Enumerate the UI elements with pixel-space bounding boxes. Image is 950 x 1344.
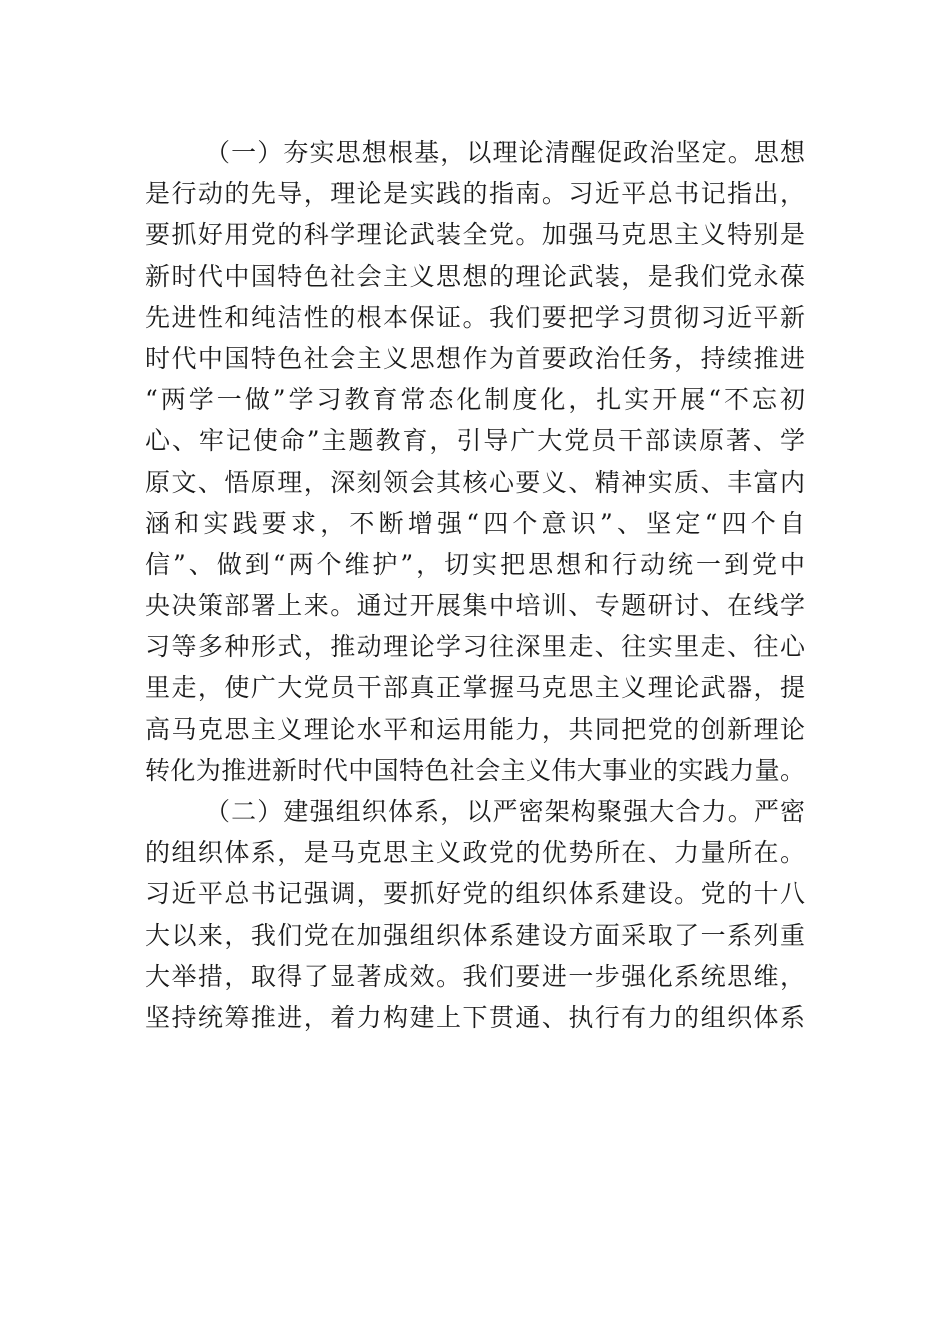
- paragraph-line: 转化为推进新时代中国特色社会主义伟大事业的实践力量。: [145, 755, 805, 785]
- paragraph-1: [145, 132, 805, 791]
- paragraph-line: 习等多种形式，推动理论学习往深里走、往实里走、往心: [145, 632, 805, 662]
- paragraph-line: 高马克思主义理论水平和运用能力，共同把党的创新理论: [145, 714, 805, 744]
- paragraph-line: （二）建强组织体系，以严密架构聚强大合力。严密: [205, 797, 805, 826]
- paragraph-line: 的组织体系，是马克思主义政党的优势所在、力量所在。: [145, 838, 805, 868]
- paragraph-line: （一）夯实思想根基，以理论清醒促政治坚定。思想: [205, 138, 805, 167]
- paragraph-line: 央决策部署上来。通过开展集中培训、专题研讨、在线学: [145, 591, 805, 621]
- paragraph-line: 涵和实践要求，不断增强“四个意识”、坚定“四个自: [145, 508, 805, 538]
- paragraph-line: 新时代中国特色社会主义思想的理论武装，是我们党永葆: [145, 261, 805, 291]
- paragraph-line: 大举措，取得了显著成效。我们要进一步强化系统思维，: [145, 961, 805, 991]
- paragraph-2: [145, 791, 805, 1038]
- paragraph-line: 要抓好用党的科学理论武装全党。加强马克思主义特别是: [145, 220, 805, 250]
- paragraph-line: 习近平总书记强调，要抓好党的组织体系建设。党的十八: [145, 879, 805, 909]
- document-body: [145, 132, 805, 1038]
- paragraph-line: 心、牢记使命”主题教育，引导广大党员干部读原著、学: [145, 426, 805, 456]
- paragraph-line: 原文、悟原理，深刻领会其核心要义、精神实质、丰富内: [145, 467, 805, 497]
- paragraph-line: 大以来，我们党在加强组织体系建设方面采取了一系列重: [145, 920, 805, 950]
- paragraph-line: 里走，使广大党员干部真正掌握马克思主义理论武器，提: [145, 673, 805, 703]
- paragraph-line: 先进性和纯洁性的根本保证。我们要把学习贯彻习近平新: [145, 302, 805, 332]
- paragraph-line: “两学一做”学习教育常态化制度化，扎实开展“不忘初: [145, 385, 805, 415]
- paragraph-line: 信”、做到“两个维护”，切实把思想和行动统一到党中: [145, 549, 805, 579]
- paragraph-line: 坚持统筹推进，着力构建上下贯通、执行有力的组织体系: [145, 1002, 805, 1032]
- paragraph-line: 时代中国特色社会主义思想作为首要政治任务，持续推进: [145, 343, 805, 373]
- paragraph-line: 是行动的先导，理论是实践的指南。习近平总书记指出，: [145, 179, 805, 209]
